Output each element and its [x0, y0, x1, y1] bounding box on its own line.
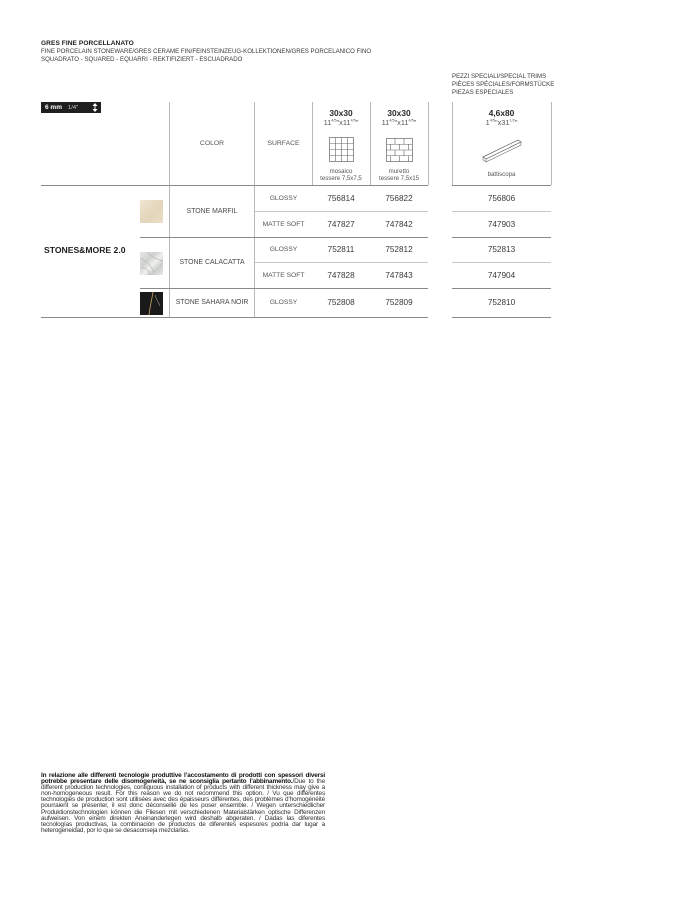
page-title: GRES FINE PORCELLANATO [41, 40, 134, 47]
header-rule-trim [452, 185, 551, 186]
code-cell: 747828 [327, 271, 355, 280]
swatch-stone-calacatta [140, 252, 163, 275]
row-divider [255, 262, 428, 263]
color-name-marfil: STONE MARFIL [186, 208, 238, 215]
table-bottom-rule [41, 317, 428, 318]
swatch-stone-sahara-noir [140, 292, 163, 315]
special-trims-label-1: PEZZI SPECIALI/SPECIAL TRIMS [452, 73, 547, 80]
code-cell: 747827 [327, 220, 355, 229]
color-group-divider [140, 288, 428, 289]
size1-caption: mosaico tessere 7,5x7,5 [320, 168, 362, 182]
surface-cell: GLOSSY [269, 299, 298, 306]
table-bottom-rule-trim [452, 317, 551, 318]
size1-metric: 30x30 [329, 108, 353, 118]
code-cell: 747843 [385, 271, 413, 280]
size1-inch: $11^{4/5}"x11^{4/5}$" [323, 118, 359, 127]
header-rule [41, 185, 428, 186]
color-group-divider [140, 237, 428, 238]
disclaimer-bold: In relazione alle differenti tecnologie produttive l’accostamento di prodotti con spessori diversi potrebbe presentare delle disomogeneità, se ne sconsiglia pertanto l’abbinamento. [41, 772, 325, 786]
code-cell: 756806 [487, 194, 516, 203]
code-cell: 752810 [487, 298, 516, 307]
size3-inch: $1^{4/5}"x31^{1/2}$" [485, 118, 518, 127]
size2-metric: 30x30 [387, 108, 411, 118]
surface-cell: GLOSSY [269, 246, 298, 253]
thickness-mm: 6 mm [45, 104, 62, 111]
surface-cell: MATTE SOFT [262, 272, 305, 279]
special-trims-label-2: PIÈCES SPÉCIALES/FORMSTÜCKE [452, 81, 555, 88]
thickness-arrow-icon [92, 103, 98, 112]
divider-trim-right [551, 102, 552, 185]
code-cell: 747903 [487, 220, 516, 229]
series-name: STONES&MORE 2.0 [44, 245, 126, 255]
divider-surface [254, 102, 255, 318]
size2-inch: $11^{4/5}"x11^{4/5}$" [381, 118, 417, 127]
color-group-divider [452, 288, 551, 289]
divider-size3 [428, 102, 429, 185]
code-cell: 752812 [385, 245, 413, 254]
disclaimer-text: /Due to the different production technologies, contiguous installation of products with different thickness may give a non-homogeneous result. For this reason we do not recommend this option. / Vu que différentes technologies de production sont utilisées avec des épaisseurs différentes, des problèmes d’homogénéité pourraient se présenter, il est donc déconseillé de les poser ensemble. / Wegen unterschiedlicher Produktionstechnologien können die Fliesen mit verschiedenen Materialstärken optische Differenzen aufweisen. Von einem direkten Aneinanderlegen wird deshalb abgeraten. / Dadas las diferentes tecnologías productivas, la combinación de productos de diferentes espesores podría dar lugar a heterogeneidad, por lo que se desaconseja mezclarlas. [41, 778, 325, 834]
col-surface-header: SURFACE [267, 140, 300, 147]
row-divider [452, 211, 551, 212]
mosaic-grid-icon [329, 137, 354, 162]
surface-cell: GLOSSY [269, 195, 298, 202]
code-cell: 752809 [385, 298, 413, 307]
special-trims-label-3: PIEZAS ESPECIALES [452, 89, 514, 96]
swatch-stone-marfil [140, 200, 163, 223]
size3-metric: 4,6x80 [488, 108, 515, 118]
code-cell: 756814 [327, 194, 355, 203]
brick-pattern-icon [386, 138, 413, 162]
size2-caption: muretto tessere 7,5x15 [379, 168, 419, 182]
surface-cell: MATTE SOFT [262, 221, 305, 228]
code-cell: 752808 [327, 298, 355, 307]
color-group-divider [452, 237, 551, 238]
code-cell: 752813 [487, 245, 516, 254]
color-name-sahara-noir: STONE SAHARA NOIR [175, 299, 249, 306]
subtitle-materials: FINE PORCELAIN STONEWARE/GRES CERAME FIN/FEINSTEINZEUG-KOLLEKTIONEN/GRES PORCELANICO FINO [41, 48, 372, 55]
col-color-header: COLOR [199, 140, 225, 147]
thickness-badge [41, 102, 101, 113]
code-cell: 756822 [385, 194, 413, 203]
row-divider [452, 262, 551, 263]
size3-caption: battiscopa [487, 171, 516, 178]
skirting-trim-icon [482, 136, 522, 163]
row-divider [255, 211, 428, 212]
code-cell: 747842 [385, 220, 413, 229]
thickness-inch: 1/4" [67, 104, 79, 111]
thickness-disclaimer [41, 773, 325, 834]
code-cell: 747904 [487, 271, 516, 280]
code-cell: 752811 [327, 245, 355, 254]
color-name-calacatta: STONE CALACATTA [179, 259, 245, 266]
subtitle-edges: SQUADRATO - SQUARED - EQUARRI - REKTIFIZIERT - ESCUADRADO [41, 56, 243, 63]
